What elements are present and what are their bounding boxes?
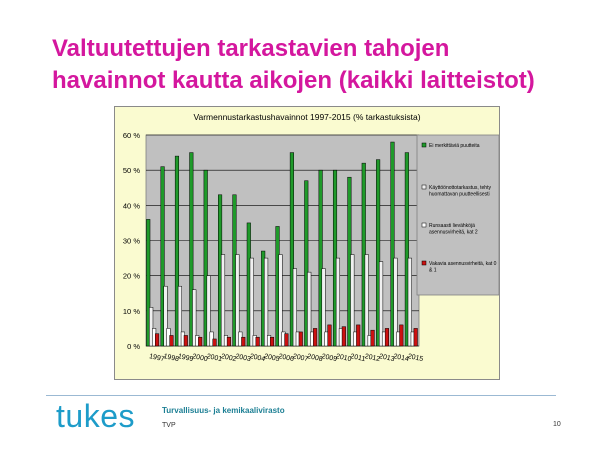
x-tick-label: 1997 [148,353,166,364]
x-tick-label: 2012 [363,353,381,364]
footer-divider [46,395,556,396]
slide-title-line-1: Valtuutettujen tarkastavien tahojen [52,35,450,62]
y-tick-label: 10 % [122,306,140,316]
bar-4 [198,337,202,346]
bar-4 [184,335,188,346]
x-tick-label: 2008 [306,353,324,364]
bar-2 [250,258,254,346]
x-tick-label: 2002 [220,353,237,364]
y-tick-label: 20 % [122,271,140,281]
x-tick-label: 1998 [162,353,180,364]
legend-swatch-4 [422,261,426,265]
x-tick-label: 2005 [263,353,281,364]
bar-4 [155,334,159,346]
bar-chart [115,107,499,379]
bar-4 [342,327,346,346]
x-tick-label: 2011 [349,353,366,364]
bar-4 [170,335,174,346]
chart-area [114,106,500,380]
x-tick-label: 2001 [205,353,223,364]
bar-4 [313,328,317,346]
y-tick-label: 50 % [122,166,140,176]
bar-4 [385,328,389,346]
bar-4 [299,332,303,346]
x-tick-label: 2004 [249,353,266,364]
bar-4 [227,337,231,346]
chart-title: Varmennustarkastushavainnot 1997-2015 (% tarkastuksista) [193,112,421,122]
x-tick-label: 2015 [407,353,424,364]
x-tick-label: 2013 [378,353,396,364]
bar-4 [270,337,274,346]
legend-swatch-3 [422,223,426,227]
legend-label-4: Vakavia asennusvirheitä, kat 0 & 1 [429,261,497,274]
y-tick-label: 0 % [127,342,140,351]
bar-4 [256,337,260,346]
organization-name: Turvallisuus- ja kemikaalivirasto [162,406,285,415]
legend-swatch-2 [422,185,426,189]
bar-2 [221,255,225,346]
y-tick-label: 60 % [122,131,140,140]
legend-swatch-1 [422,143,426,147]
x-tick-label: 1999 [177,353,194,364]
x-tick-label: 2007 [292,353,309,364]
x-tick-label: 2006 [277,353,295,364]
slide-title [52,33,592,97]
x-tick-label: 2003 [234,353,252,364]
page-number: 10 [553,421,561,428]
x-tick-label: 2014 [392,353,410,364]
bar-4 [371,330,375,346]
bar-4 [400,325,404,346]
bar-4 [285,334,289,346]
bar-4 [356,325,360,346]
legend-label-3: Runsaasti lievähköjä asennusvirheitä, kat 2 [429,223,478,236]
x-tick-label: 2009 [320,353,338,364]
tukes-logo: tukes [56,398,135,434]
y-tick-label: 40 % [122,201,140,211]
legend-label-1: Ei merkittäviä puutteita [429,143,480,149]
legend-label-2: Käyttöönottotarkastus, tehty huomattavan puutteellisesti [429,185,491,198]
bar-4 [241,337,245,346]
slide-title-line-2: havainnot kautta aikojen (kaikki laitteistot) [52,67,535,94]
y-tick-label: 30 % [122,236,140,246]
unit-label: TVP [162,422,176,429]
bar-4 [213,339,217,346]
bar-4 [414,328,418,346]
x-tick-label: 2010 [335,353,352,364]
bar-2 [264,258,268,346]
x-tick-label: 2000 [191,353,209,364]
bar-4 [328,325,332,346]
bar-2 [365,255,369,346]
